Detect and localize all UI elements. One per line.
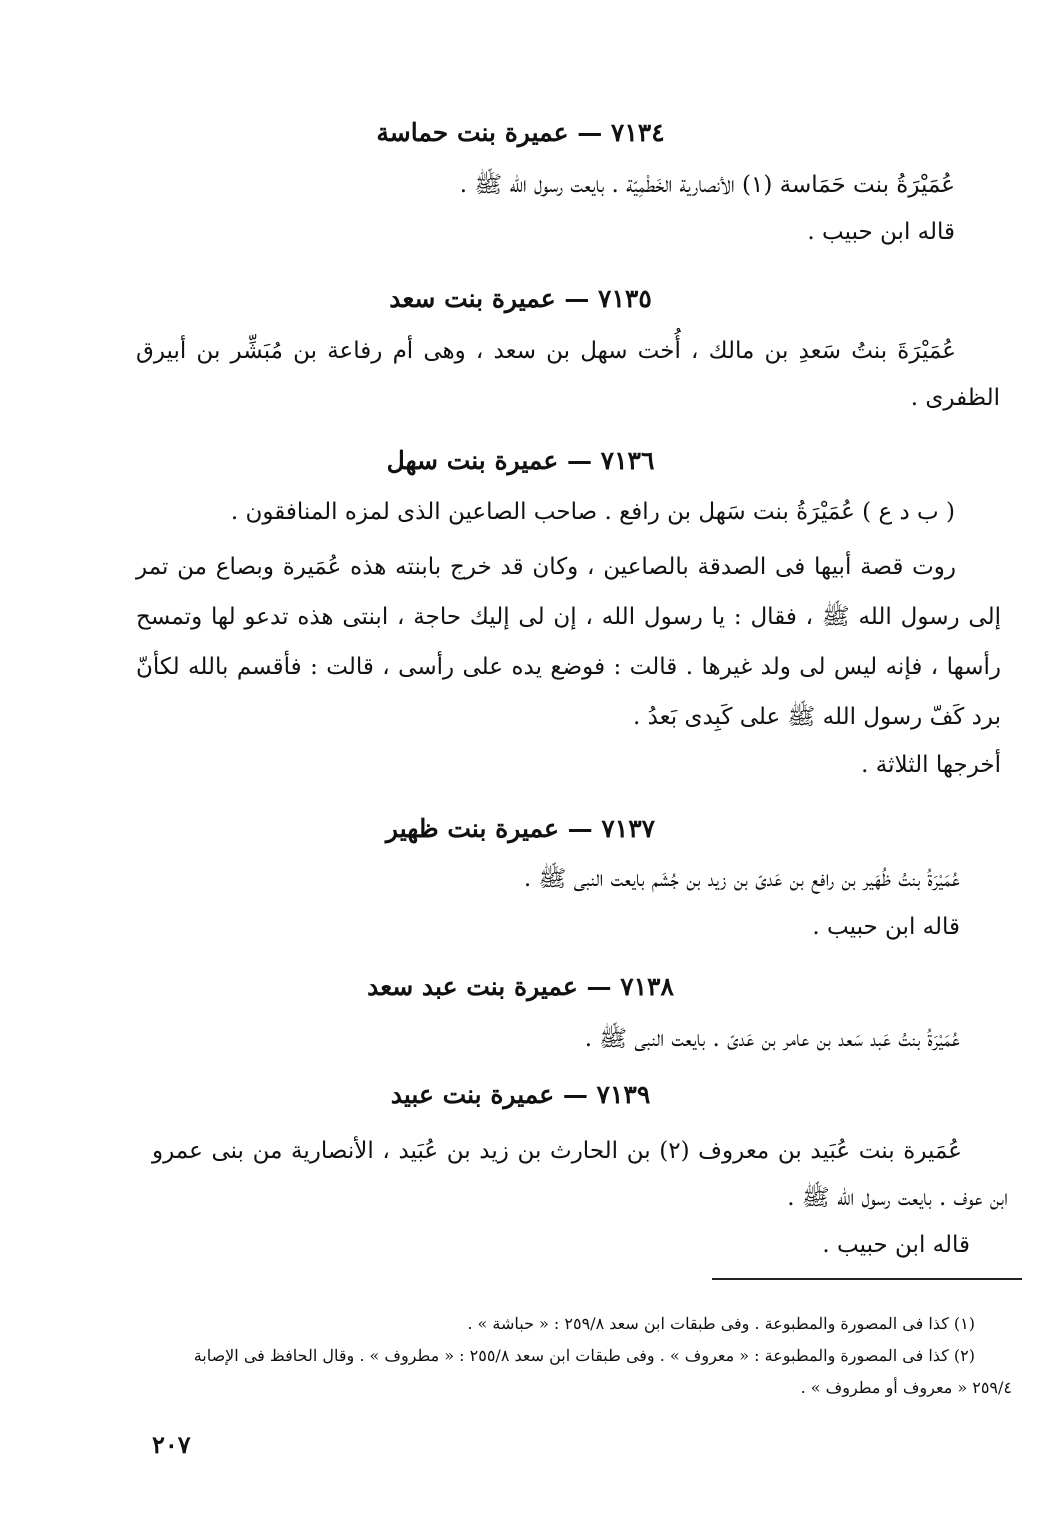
entry-heading: ٧١٣٥ — عميرة بنت سعد	[389, 284, 652, 313]
entry-text-line: ابن عوف . بايعت رسول الله ﷺ .	[787, 1185, 1008, 1211]
entry-text-line: قاله ابن حبيب .	[807, 219, 955, 245]
entry-text-line: رأسها ، فإنه ليس لى ولد غيرها . قالت : فوضع يده على رأسى ، قالت : فأقسم بالله لكأنّ	[136, 654, 1001, 680]
entry-text-line: روت قصة أبيها فى الصدقة بالصاعين ، وكان قد خرج بابنته هذه عُمَيرة وبصاع من تمر	[136, 554, 956, 580]
entry-text-line: الظفرى .	[910, 385, 1000, 411]
entry-text-line: ( ب د ع ) عُمَيْرَةُ بنت سَهل بن رافع . صاحب الصاعين الذى لمزه المنافقون .	[230, 499, 955, 525]
entry-heading: ٧١٣٦ — عميرة بنت سهل	[386, 446, 655, 475]
entry-heading: ٧١٣٩ — عميرة بنت عبيد	[390, 1080, 651, 1109]
entry-text-line: أخرجها الثلاثة .	[861, 752, 1001, 778]
entry-text-line: عُمَيْرَةُ بنت حَمَاسة (١) الأنصارية الخَطْمِيّة . بايعت رسول الله ﷺ .	[459, 172, 955, 198]
entry-text-line: عُمَيْرَةُ بنتُ عَبد سَعد بن عامر بن عَدىّ . بايعت النبى ﷺ .	[584, 1026, 960, 1052]
entry-heading: ٧١٣٧ — عميرة بنت ظهير	[385, 814, 656, 843]
entry-text-line: قاله ابن حبيب .	[812, 914, 960, 940]
entry-text-line: عُمَيْرَةُ بنتُ ظُهَير بن رافع بن عَدىّ بن زيد بن جُشَم بايعت النبى ﷺ .	[523, 866, 960, 892]
entry-text-line: برد كَفّ رسول الله ﷺ على كَبِدى بَعدُ .	[632, 704, 1001, 730]
footnote: (٢) كذا فى المصورة والمطبوعة : « معروف » . وفى طبقات ابن سعد ٢٥٥/٨ : « مطروف » . وقال الحافظ فى الإصابة	[193, 1346, 975, 1365]
footnote-separator	[712, 1278, 1022, 1280]
entry-text-line: عُمَيرة بنت عُبَيد بن معروف (٢) بن الحارث بن زيد بن عُبَيد ، الأنصارية من بنى عمرو	[152, 1138, 962, 1164]
entry-heading: ٧١٣٨ — عميرة بنت عبد سعد	[367, 972, 674, 1001]
entry-text-line: قاله ابن حبيب .	[822, 1232, 970, 1258]
footnote: (١) كذا فى المصورة والمطبوعة . وفى طبقات ابن سعد ٢٥٩/٨ : « حباشة » .	[467, 1314, 975, 1333]
page-number: ٢٠٧	[152, 1430, 191, 1459]
entry-text-line: عُمَيْرَةَ بنتُ سَعدِ بن مالك ، أُخت سهل بن سعد ، وهى أم رفاعة بن مُبَشِّر بن أبيرق	[136, 338, 956, 364]
footnote: ٢٥٩/٤ « معروف أو مطروف » .	[800, 1378, 1012, 1397]
entry-text-line: إلى رسول الله ﷺ ، فقال : يا رسول الله ، إن لى إليك حاجة ، ابنتى هذه تدعو لها وتمسح	[136, 604, 1001, 630]
entry-heading: ٧١٣٤ — عميرة بنت حماسة	[376, 118, 665, 147]
